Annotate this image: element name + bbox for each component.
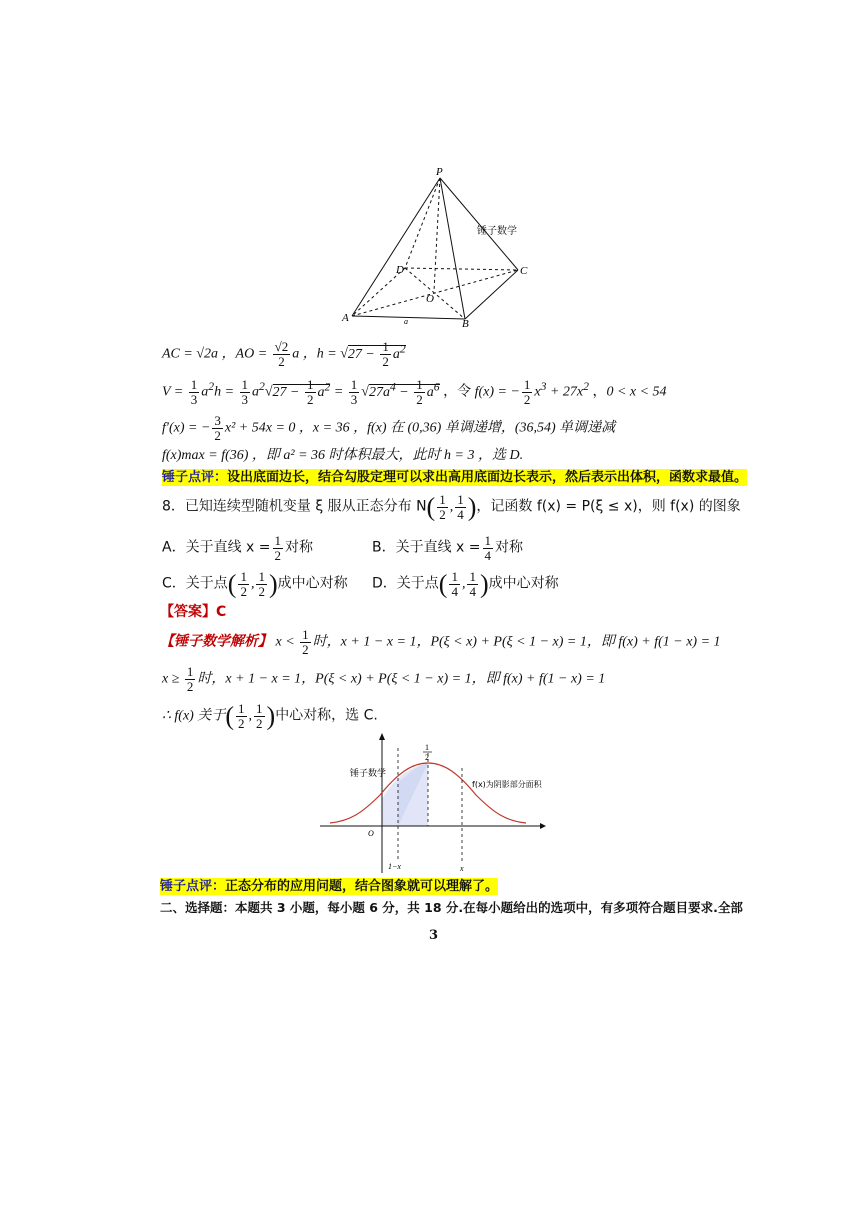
page-number: 3	[429, 928, 439, 943]
solution-line-4: f(x)max = f(36) ，即 a² = 36 时体积最大，此时 h = 3 ，选 D.	[162, 448, 524, 463]
comment-label: 锤子点评：	[162, 470, 228, 485]
solution-line-3: f′(x) = − $\frac{3}{2}$ x² + 54x = 0 ，x = 36 ，f(x) 在 (0,36) 单调递增，(36,54) 单调递减	[162, 413, 616, 443]
label-O: O	[426, 293, 434, 305]
question-8-stem: 8．已知连续型随机变量 ξ 服从正态分布 N( $\frac{1}{2}$ , $\frac{1}{4}$ )，记函数 f(x) = P(ξ ≤ x)，则 f(x) 的图象	[162, 492, 741, 522]
label-origin: O	[368, 829, 374, 838]
pyramid-figure	[336, 164, 536, 329]
label-x: x	[460, 864, 464, 873]
figure2-watermark: 锤子数学	[350, 769, 387, 779]
label-1-minus-x: 1−x	[388, 862, 401, 871]
option-B[interactable]: B．关于直线 x = $\frac{1}{4}$ 对称	[372, 533, 524, 563]
solution-line-1: AC = √2a ，AO = $\frac{√2}{2}$ a ，h = √27 − $\frac{1}{2}$ $a^2$	[162, 338, 406, 369]
label-B: B	[462, 318, 469, 329]
analysis-line-2: x ≥ $\frac{1}{2}$ 时，x + 1 − x = 1，P(ξ < x) + P(ξ < 1 − x) = 1，即 f(x) + f(1 − x) = 1	[162, 664, 606, 694]
figure1-watermark: 锤子数学	[477, 226, 517, 237]
label-D: D	[396, 264, 404, 276]
comment-7: 锤子点评：设出底面边长，结合勾股定理可以求出高用底面边长表示，然后表示出体积，函数求最值。	[162, 470, 748, 485]
shaded-area-annotation: f(x)为阴影部分面积	[472, 780, 542, 789]
label-a: a	[404, 317, 408, 326]
comment-label: 锤子点评：	[160, 879, 226, 894]
answer: 【答案】C	[160, 604, 227, 620]
label-half-num: 1	[425, 743, 429, 752]
option-D[interactable]: D．关于点( $\frac{1}{4}$ , $\frac{1}{4}$ )成中心对称	[372, 569, 559, 599]
label-P: P	[436, 166, 443, 178]
option-A[interactable]: A．关于直线 x = $\frac{1}{2}$ 对称	[162, 533, 313, 563]
analysis-line-1: 【锤子数学解析】 x < $\frac{1}{2}$ 时，x + 1 − x = 1，P(ξ < x) + P(ξ < 1 − x) = 1，即 f(x) + f(1 − x) = 1	[160, 627, 721, 657]
normal-curve-figure	[320, 733, 546, 875]
analysis-line-3: ∴ f(x) 关于( $\frac{1}{2}$ , $\frac{1}{2}$ )中心对称，选 C.	[162, 701, 378, 731]
section-2-heading: 二、选择题：本题共 3 小题，每小题 6 分，共 18 分.在每小题给出的选项中，有多项符合题目要求.全部	[160, 900, 743, 915]
label-half-den: 2	[425, 753, 429, 762]
comment-8: 锤子点评：正态分布的应用问题，结合图象就可以理解了。	[160, 879, 499, 894]
label-C: C	[520, 265, 528, 277]
solution-line-2: V = $\frac{1}{3}$ $a^2h$ = $\frac{1}{3}$ $a^2√27$ − $\frac{1}{2}$ $a^2$ = $\frac{1}{3}$ $√27a^4$ − $\frac{1}{2}$ $a^6$ ，令 f(x) = − $\frac{1}{2}$ $x^3 + 27x^2$ ，0 < x < 54	[162, 376, 667, 407]
option-C[interactable]: C．关于点( $\frac{1}{2}$ , $\frac{1}{2}$ )成中心对称	[162, 569, 348, 599]
label-A: A	[342, 312, 349, 324]
